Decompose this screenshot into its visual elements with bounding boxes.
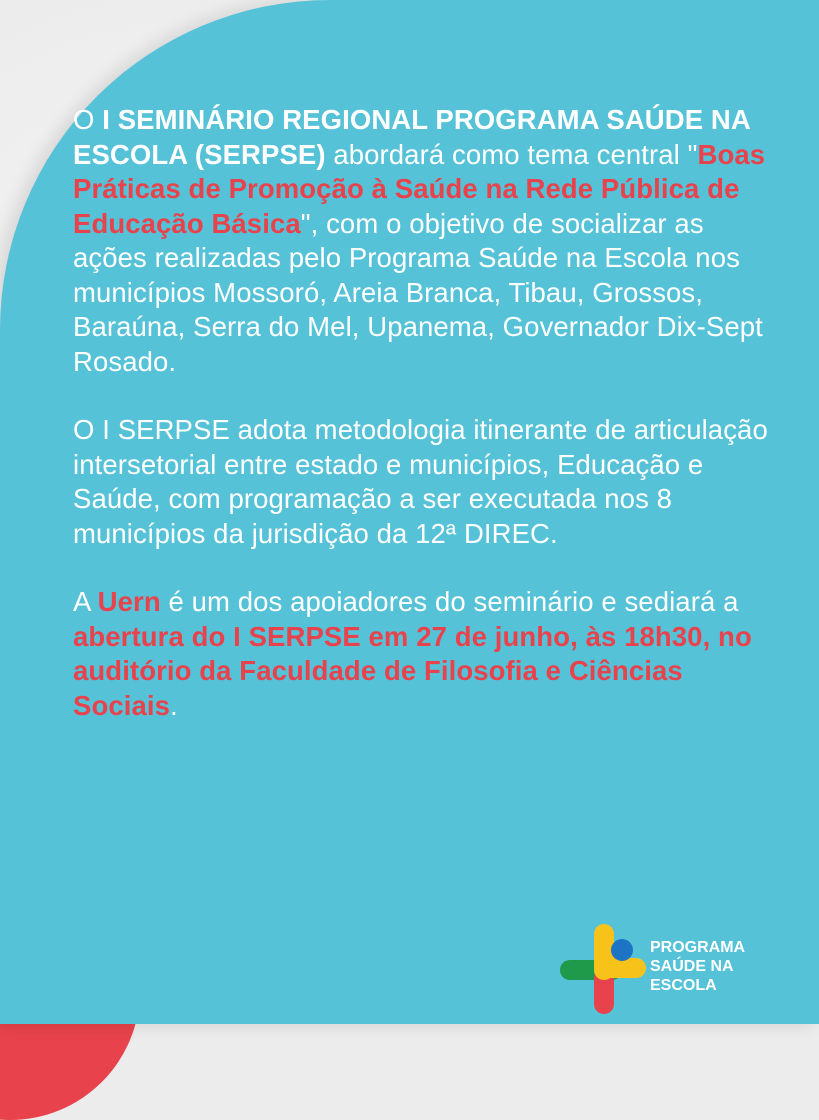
intro-text-3: ", com o objetivo de socializar as ações realizadas pelo Programa Saúde na Escola nos municípios Mossoró, Areia Branca, Tibau, Grossos, Baraúna, Serra do Mel, Upanema, Governador Dix-Sept Rosado. xyxy=(73,207,763,377)
paragraph-methodology xyxy=(73,413,783,551)
logo-yellow-arm xyxy=(596,958,646,978)
paragraph-intro xyxy=(73,103,783,379)
plus-logo-icon xyxy=(560,924,646,1014)
opening-text-3: . xyxy=(170,689,178,721)
logo-line-2: SAÚDE NA xyxy=(650,958,734,975)
logo-blue-dot xyxy=(611,939,633,961)
methodology-text: O I SERPSE adota metodologia itinerante de articulação intersetorial entre estado e municípios, Educação e Saúde, com programação a ser executada nos 8 municípios da jurisdição da 12ª DIREC. xyxy=(73,414,768,549)
logo-line-1: PROGRAMA xyxy=(650,939,746,956)
uern-highlight: Uern xyxy=(97,586,161,617)
intro-text-2: abordará como tema central " xyxy=(325,138,698,170)
opening-details: abertura do I SERPSE em 27 de junho, às 18h30, no auditório da Faculdade de Filosofia e Ciências Sociais xyxy=(73,620,752,721)
opening-text-1: A xyxy=(73,586,98,617)
intro-text-1: O xyxy=(73,104,103,135)
seminar-name: I SEMINÁRIO REGIONAL PROGRAMA SAÚDE NA ESCOLA (SERPSE) xyxy=(73,104,750,170)
opening-text-2: é um dos apoiadores do seminário e sediará a xyxy=(160,586,739,617)
main-text xyxy=(73,103,783,757)
paragraph-opening xyxy=(73,585,783,723)
logo-line-3: ESCOLA xyxy=(650,977,717,994)
central-theme: Boas Práticas de Promoção à Saúde na Rede Pública de Educação Básica xyxy=(73,138,766,239)
logo-wordmark xyxy=(650,938,745,995)
